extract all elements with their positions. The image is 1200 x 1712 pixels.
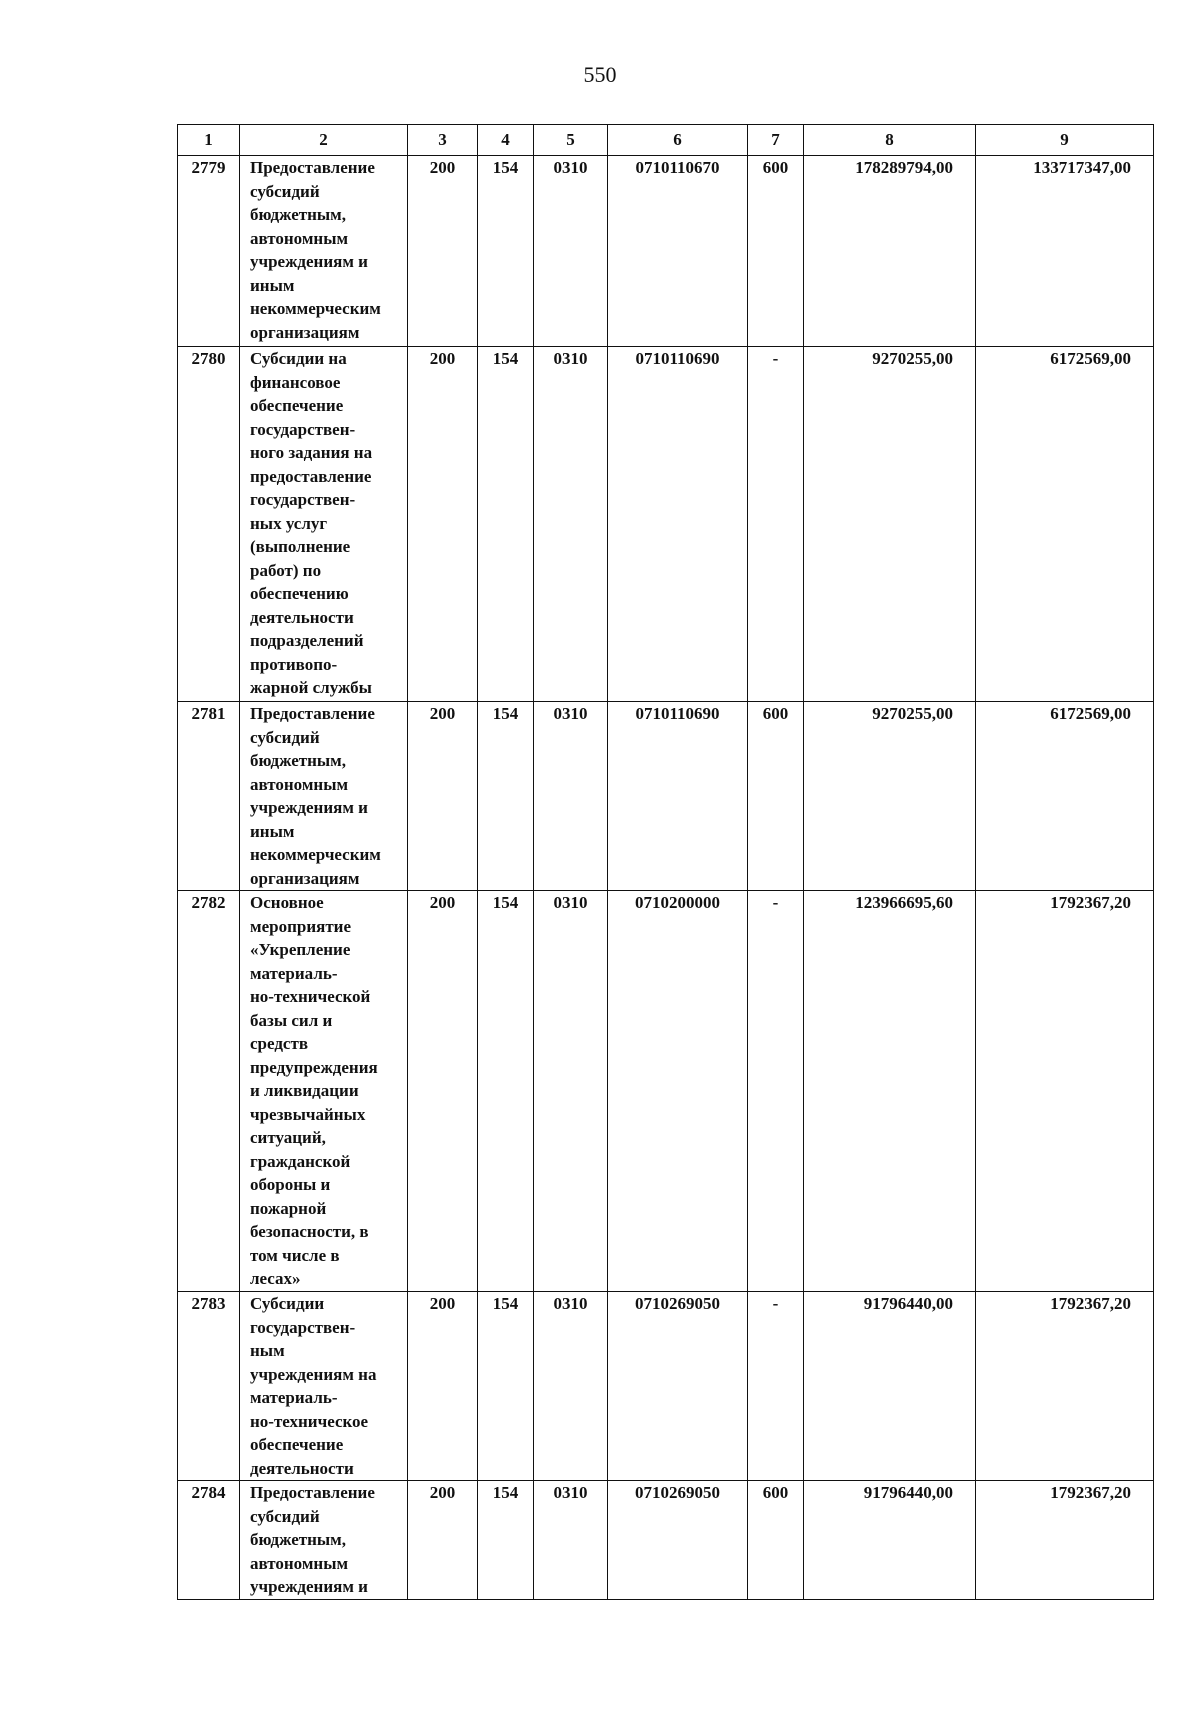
row-name-line: бюджетным, xyxy=(250,1530,347,1549)
cell-col7: 600 xyxy=(748,156,804,347)
column-header: 6 xyxy=(608,125,748,156)
cell-col9: 133717347,00 xyxy=(976,156,1154,347)
row-number: 2784 xyxy=(178,1481,240,1600)
cell-col6: 0710110690 xyxy=(608,702,748,891)
cell-col5: 0310 xyxy=(534,1481,608,1600)
table-row xyxy=(178,347,1154,702)
cell-col6: 0710200000 xyxy=(608,891,748,1292)
row-name-line: государствен- xyxy=(250,419,356,439)
cell-col4: 154 xyxy=(478,1481,534,1600)
row-name-line: Предоставление xyxy=(250,704,375,723)
column-header: 8 xyxy=(804,125,976,156)
row-name xyxy=(240,156,408,347)
row-name-line: Субсидии xyxy=(250,1294,325,1313)
row-name-line: базы сил и xyxy=(250,1010,333,1030)
row-name-line: безопасности, в xyxy=(250,1222,369,1241)
row-number: 2782 xyxy=(178,891,240,1292)
row-name-line: некоммерческим xyxy=(250,845,381,864)
row-name-line: Основное xyxy=(250,893,324,912)
column-header: 1 xyxy=(178,125,240,156)
cell-col8: 9270255,00 xyxy=(804,702,976,891)
row-name-line: деятельности xyxy=(250,607,354,627)
row-name-line: обеспечению xyxy=(250,584,349,603)
cell-col3: 200 xyxy=(408,347,478,702)
cell-col5: 0310 xyxy=(534,891,608,1292)
row-name-line: ного задания на xyxy=(250,443,373,462)
column-header: 3 xyxy=(408,125,478,156)
column-header: 9 xyxy=(976,125,1154,156)
row-name-line: (выполнение xyxy=(250,537,351,556)
row-name-line: учреждениям и xyxy=(250,1577,368,1596)
cell-col3: 200 xyxy=(408,1292,478,1481)
cell-col7: - xyxy=(748,1292,804,1481)
cell-col5: 0310 xyxy=(534,1292,608,1481)
cell-col8: 91796440,00 xyxy=(804,1292,976,1481)
row-name-line: пожарной xyxy=(250,1198,327,1218)
row-name-line: ным xyxy=(250,1341,285,1360)
row-name-line: учреждениям и xyxy=(250,798,368,817)
row-number: 2783 xyxy=(178,1292,240,1481)
row-name-line: субсидий xyxy=(250,727,320,747)
cell-col8: 178289794,00 xyxy=(804,156,976,347)
row-name-line: материаль- xyxy=(250,963,338,983)
cell-col3: 200 xyxy=(408,891,478,1292)
row-name-line: финансовое xyxy=(250,372,341,392)
row-name-line: субсидий xyxy=(250,1506,320,1526)
row-name xyxy=(240,891,408,1292)
row-name-line: государствен- xyxy=(250,490,356,509)
cell-col8: 91796440,00 xyxy=(804,1481,976,1600)
row-name-line: чрезвычайных xyxy=(250,1104,366,1124)
cell-col6: 0710269050 xyxy=(608,1481,748,1600)
row-name-line: Предоставление xyxy=(250,1483,375,1502)
cell-col3: 200 xyxy=(408,702,478,891)
cell-col8: 123966695,60 xyxy=(804,891,976,1292)
row-name xyxy=(240,1292,408,1481)
cell-col4: 154 xyxy=(478,891,534,1292)
row-name-line: автономным xyxy=(250,774,349,794)
row-name-line: обеспечение xyxy=(250,1435,344,1454)
row-name-line: иным xyxy=(250,821,295,841)
row-name-line: субсидий xyxy=(250,181,320,201)
cell-col4: 154 xyxy=(478,1292,534,1481)
row-name-line: автономным xyxy=(250,228,349,248)
row-name-line: «Укрепление xyxy=(250,940,351,959)
row-name-line: предупреждения xyxy=(250,1057,378,1077)
cell-col5: 0310 xyxy=(534,702,608,891)
budget-table xyxy=(177,124,1154,1600)
row-number: 2780 xyxy=(178,347,240,702)
row-name-line: бюджетным, xyxy=(250,751,347,770)
row-name-line: подразделений xyxy=(250,631,364,650)
row-name-line: деятельности xyxy=(250,1458,354,1478)
row-number: 2781 xyxy=(178,702,240,891)
table-row xyxy=(178,1481,1154,1600)
row-name xyxy=(240,347,408,702)
cell-col3: 200 xyxy=(408,156,478,347)
row-name-line: иным xyxy=(250,275,295,295)
table-row xyxy=(178,156,1154,347)
cell-col9: 1792367,20 xyxy=(976,891,1154,1292)
row-name-line: бюджетным, xyxy=(250,205,347,224)
table-header-row xyxy=(178,125,1154,156)
row-name-line: предоставление xyxy=(250,466,372,486)
cell-col3: 200 xyxy=(408,1481,478,1600)
row-name-line: материаль- xyxy=(250,1388,338,1407)
row-name-line: обороны и xyxy=(250,1175,331,1194)
row-name-line: учреждениям на xyxy=(250,1364,377,1384)
row-name-line: средств xyxy=(250,1034,308,1053)
row-name-line: мероприятие xyxy=(250,916,352,936)
row-name-line: ных услуг xyxy=(250,513,328,533)
column-header: 4 xyxy=(478,125,534,156)
cell-col5: 0310 xyxy=(534,156,608,347)
row-name-line: гражданской xyxy=(250,1151,351,1171)
cell-col8: 9270255,00 xyxy=(804,347,976,702)
cell-col7: - xyxy=(748,347,804,702)
cell-col5: 0310 xyxy=(534,347,608,702)
row-name-line: но-технической xyxy=(250,987,371,1006)
row-name-line: организациям xyxy=(250,322,360,342)
row-name-line: государствен- xyxy=(250,1317,356,1337)
row-name-line: некоммерческим xyxy=(250,299,381,318)
column-header: 2 xyxy=(240,125,408,156)
page-number: 550 xyxy=(583,62,617,87)
row-name-line: том числе в xyxy=(250,1245,340,1265)
column-header: 5 xyxy=(534,125,608,156)
cell-col4: 154 xyxy=(478,702,534,891)
row-name-line: Предоставление xyxy=(250,158,375,177)
row-name-line: обеспечение xyxy=(250,396,344,415)
cell-col9: 6172569,00 xyxy=(976,702,1154,891)
row-name xyxy=(240,1481,408,1600)
cell-col6: 0710110670 xyxy=(608,156,748,347)
row-name-line: противопо- xyxy=(250,654,338,674)
column-header: 7 xyxy=(748,125,804,156)
cell-col7: 600 xyxy=(748,702,804,891)
row-number: 2779 xyxy=(178,156,240,347)
row-name-line: но-техническое xyxy=(250,1411,369,1431)
table-row xyxy=(178,891,1154,1292)
table-row xyxy=(178,1292,1154,1481)
row-name-line: автономным xyxy=(250,1553,349,1573)
row-name-line: Субсидии на xyxy=(250,349,347,368)
cell-col9: 1792367,20 xyxy=(976,1292,1154,1481)
cell-col4: 154 xyxy=(478,156,534,347)
row-name-line: жарной службы xyxy=(250,678,372,697)
cell-col9: 1792367,20 xyxy=(976,1481,1154,1600)
row-name-line: работ) по xyxy=(250,560,322,580)
cell-col9: 6172569,00 xyxy=(976,347,1154,702)
cell-col6: 0710269050 xyxy=(608,1292,748,1481)
row-name-line: и ликвидации xyxy=(250,1081,359,1100)
row-name-line: учреждениям и xyxy=(250,252,368,271)
row-name-line: организациям xyxy=(250,868,360,888)
cell-col7: 600 xyxy=(748,1481,804,1600)
row-name xyxy=(240,702,408,891)
table-row xyxy=(178,702,1154,891)
cell-col4: 154 xyxy=(478,347,534,702)
cell-col7: - xyxy=(748,891,804,1292)
row-name-line: ситуаций, xyxy=(250,1128,326,1147)
row-name-line: лесах» xyxy=(250,1269,301,1288)
cell-col6: 0710110690 xyxy=(608,347,748,702)
